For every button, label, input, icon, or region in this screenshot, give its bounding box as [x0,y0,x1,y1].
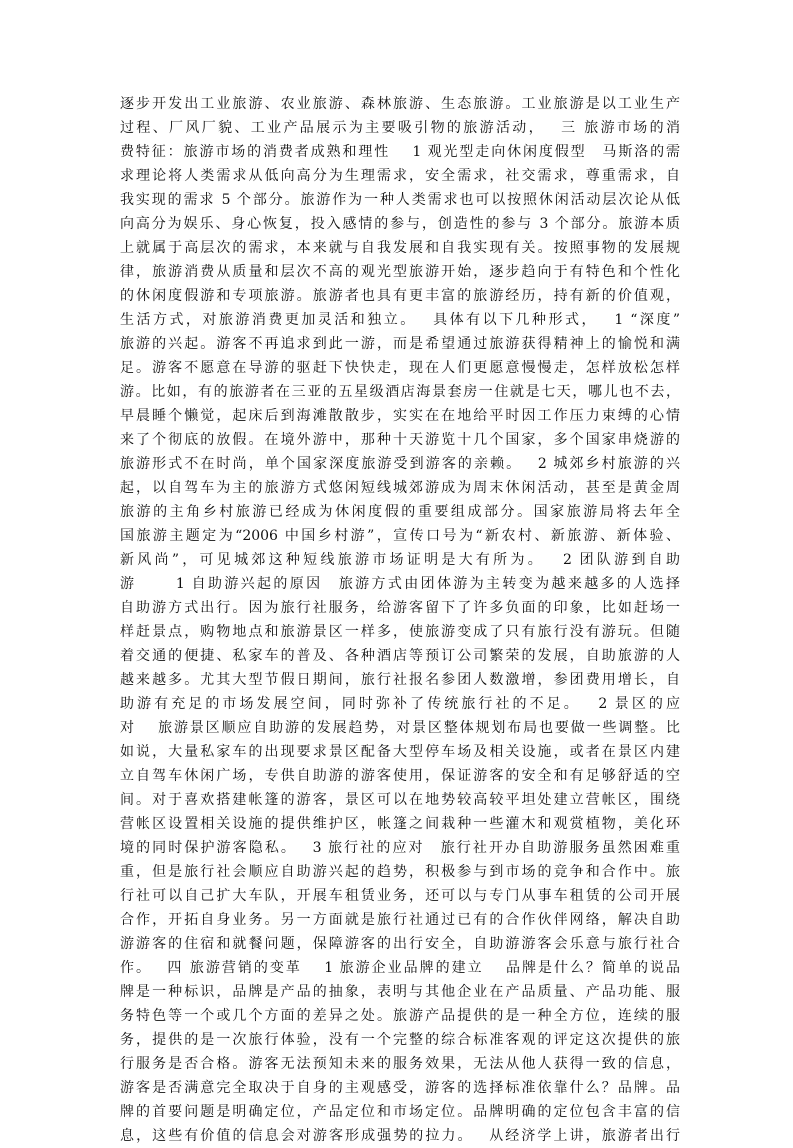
text-line: 起，以自驾车为主的旅游方式悠闲短线城郊游成为周末休闲活动，甚至是黄金周 [120,480,680,496]
text-line: 费特征：旅游市场的消费者成熟和理性 1 观光型走向休闲度假型 马斯洛的需 [120,144,680,160]
text-line: 过程、厂风厂貌、工业产品展示为主要吸引物的旅游活动， 三 旅游市场的消 [120,120,680,136]
text-line: 重，但是旅行社会顺应自助游兴起的趋势，积极参与到市场的竞争和合作中。旅 [120,864,680,880]
text-line: 作。 四 旅游营销的变革 1 旅游企业品牌的建立 品牌是什么？简单的说品 [120,960,680,976]
text-line: 着交通的便捷、私家车的普及、各种酒店等预订公司繁荣的发展，自助旅游的人 [120,648,680,664]
text-line: 行服务是否合格。游客无法预知未来的服务效果，无法从他人获得一致的信息， [120,1056,680,1072]
text-line: 的休闲度假游和专项旅游。旅游者也具有更丰富的旅游经历，持有新的价值观， [120,288,680,304]
text-line: 营帐区设置相关设施的提供维护区，帐篷之间栽种一些灌木和观赏植物，美化环 [120,816,680,832]
text-line: 国旅游主题定为“2006 中国乡村游”，宣传口号为“新农村、新旅游、新体验、 [120,528,680,544]
text-line: 务特色等一个或几个方面的差异之处。旅游产品提供的是一种全方位，连续的服 [120,1008,680,1024]
text-line: 助游有充足的市场发展空间，同时弥补了传统旅行社的不足。 2 景区的应 [120,696,680,712]
text-line: 游游客的住宿和就餐问题，保障游客的出行安全，自助游游客会乐意与旅行社合 [120,936,680,952]
text-line: 早晨睡个懒觉，起床后到海滩散散步，实实在在地给平时因工作压力束缚的心情 [120,408,680,424]
text-line: 求理论将人类需求从低向高分为生理需求，安全需求，社交需求，尊重需求，自 [120,168,680,184]
text-line: 牌的首要问题是明确定位，产品定位和市场定位。品牌明确的定位包含丰富的信 [120,1104,680,1120]
body-text [120,92,680,1148]
text-line: 我实现的需求 5 个部分。旅游作为一种人类需求也可以按照休闲活动层次论从低 [120,192,680,208]
text-line: 游。比如，有的旅游者在三亚的五星级酒店海景套房一住就是七天，哪儿也不去， [120,384,680,400]
text-line: 逐步开发出工业旅游、农业旅游、森林旅游、生态旅游。工业旅游是以工业生产 [120,96,680,112]
text-line: 旅游的主角乡村旅游已经成为休闲度假的重要组成部分。国家旅游局将去年全 [120,504,680,520]
text-line: 律，旅游消费从质量和层次不高的观光型旅游开始，逐步趋向于有特色和个性化 [120,264,680,280]
text-line: 新风尚”，可见城郊这种短线旅游市场证明是大有所为。 2 团队游到自助 [120,552,680,568]
text-line: 游 1 自助游兴起的原因 旅游方式由团体游为主转变为越来越多的人选择 [120,576,680,592]
text-line: 样赶景点，购物地点和旅游景区一样多，使旅游变成了只有旅行没有游玩。但随 [120,624,680,640]
text-line: 牌是一种标识，品牌是产品的抽象，表明与其他企业在产品质量、产品功能、服 [120,984,680,1000]
text-line: 游客是否满意完全取决于自身的主观感受，游客的选择标准依靠什么？品牌。品 [120,1080,680,1096]
text-line: 境的同时保护游客隐私。 3 旅行社的应对 旅行社开办自助游服务虽然困难重 [120,840,680,856]
text-line: 上就属于高层次的需求，本来就与自我发展和自我实现有关。按照事物的发展规 [120,240,680,256]
text-line: 合作，开拓自身业务。另一方面就是旅行社通过已有的合作伙伴网络，解决自助 [120,912,680,928]
text-line: 立自驾车休闲广场，专供自助游的游客使用，保证游客的安全和有足够舒适的空 [120,768,680,784]
text-line: 如说，大量私家车的出现要求景区配备大型停车场及相关设施，或者在景区内建 [120,744,680,760]
text-line: 间。对于喜欢搭建帐篷的游客，景区可以在地势较高较平坦处建立营帐区，围绕 [120,792,680,808]
text-line: 行社可以自己扩大车队，开展车租赁业务，还可以与专门从事车租赁的公司开展 [120,888,680,904]
text-line: 自助游方式出行。因为旅行社服务，给游客留下了许多负面的印象，比如赶场一 [120,600,680,616]
text-line: 务，提供的是一次旅行体验，没有一个完整的综合标准客观的评定这次提供的旅 [120,1032,680,1048]
text-line: 生活方式，对旅游消费更加灵活和独立。 具体有以下几种形式， 1 “深度” [120,312,680,328]
text-line: 来了个彻底的放假。在境外游中，那种十天游览十几个国家，多个国家串烧游的 [120,432,680,448]
text-line: 息，这些有价值的信息会对游客形成强势的拉力。 从经济学上讲，旅游者出行 [120,1128,680,1144]
text-line: 旅游的兴起。游客不再追求到此一游，而是希望通过旅游获得精神上的愉悦和满 [120,336,680,352]
text-line: 向高分为娱乐、身心恢复，投入感情的参与，创造性的参与 3 个部分。旅游本质 [120,216,680,232]
text-line: 对 旅游景区顺应自助游的发展趋势，对景区整体规划布局也要做一些调整。比 [120,720,680,736]
text-line: 越来越多。尤其大型节假日期间，旅行社报名参团人数激增，参团费用增长，自 [120,672,680,688]
text-line: 足。游客不愿意在导游的驱赶下快快走，现在人们更愿意慢慢走，怎样放松怎样 [120,360,680,376]
text-line: 旅游形式不在时尚，单个国家深度旅游受到游客的亲赖。 2 城郊乡村旅游的兴 [120,456,680,472]
